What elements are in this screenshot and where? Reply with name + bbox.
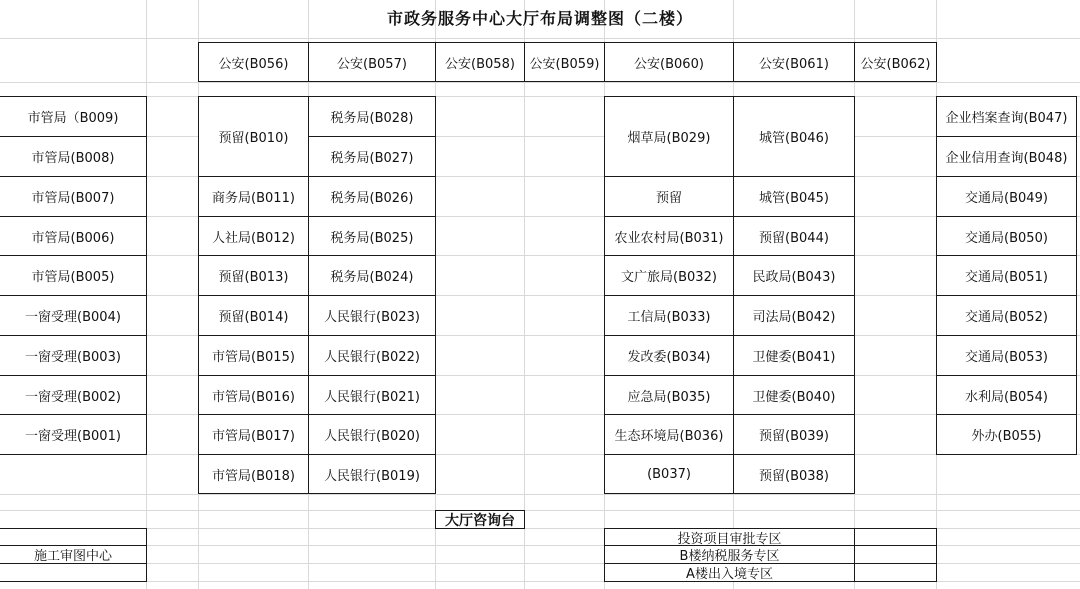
booth-b032[interactable]: 文广旅局(B032) — [604, 255, 734, 296]
booth-b019[interactable]: 人民银行(B019) — [308, 454, 436, 494]
bottom-left-blank-row-1 — [0, 528, 147, 546]
booth-b046[interactable]: 城管(B046) — [733, 96, 855, 177]
booth-b033[interactable]: 工信局(B033) — [604, 295, 734, 336]
booth-b038[interactable]: 预留(B038) — [733, 454, 855, 494]
booth-b039[interactable]: 预留(B039) — [733, 414, 855, 455]
page-title: 市政务服务中心大厅布局调整图（二楼） — [386, 9, 693, 28]
b-building-tax-service-zone-extra — [854, 545, 937, 564]
a-building-exit-entry-zone-extra — [854, 563, 937, 582]
gridline-horizontal — [0, 176, 1080, 177]
booth-b062[interactable]: 公安(B062) — [854, 42, 937, 82]
booth-b042[interactable]: 司法局(B042) — [733, 295, 855, 336]
gridline-horizontal — [0, 82, 1080, 83]
booth-b051[interactable]: 交通局(B051) — [936, 255, 1077, 296]
a-building-exit-entry-zone[interactable]: A楼出入境专区 — [604, 563, 855, 582]
booth-b016[interactable]: 市管局(B016) — [198, 375, 309, 415]
booth-b005[interactable]: 市管局(B005) — [0, 255, 147, 296]
gridline-horizontal — [0, 255, 1080, 256]
booth-b026[interactable]: 税务局(B026) — [308, 176, 436, 217]
booth-b012[interactable]: 人社局(B012) — [198, 216, 309, 256]
construction-drawing-review-center[interactable]: 施工审图中心 — [0, 545, 147, 564]
booth-b049[interactable]: 交通局(B049) — [936, 176, 1077, 217]
gridline-horizontal — [0, 335, 1080, 336]
booth-b023[interactable]: 人民银行(B023) — [308, 295, 436, 336]
booth-b044[interactable]: 预留(B044) — [733, 216, 855, 256]
booth-b056[interactable]: 公安(B056) — [198, 42, 309, 82]
gridline-horizontal — [0, 295, 1080, 296]
booth-b009[interactable]: 市管局（B009) — [0, 96, 147, 137]
booth-b050[interactable]: 交通局(B050) — [936, 216, 1077, 256]
booth-b021[interactable]: 人民银行(B021) — [308, 375, 436, 415]
booth-b004[interactable]: 一窗受理(B004) — [0, 295, 147, 336]
gridline-horizontal — [0, 494, 1080, 495]
booth-b047[interactable]: 企业档案查询(B047) — [936, 96, 1077, 137]
booth-b025[interactable]: 税务局(B025) — [308, 216, 436, 256]
investment-approval-zone-extra — [854, 528, 937, 546]
booth-b035[interactable]: 应急局(B035) — [604, 375, 734, 415]
gridline-horizontal — [0, 414, 1080, 415]
booth-b055[interactable]: 外办(B055) — [936, 414, 1077, 455]
booth-b029[interactable]: 烟草局(B029) — [604, 96, 734, 177]
gridline-horizontal — [0, 510, 1080, 511]
booth-b024[interactable]: 税务局(B024) — [308, 255, 436, 296]
booth-b060[interactable]: 公安(B060) — [604, 42, 734, 82]
booth-b006[interactable]: 市管局(B006) — [0, 216, 147, 256]
booth-b037[interactable]: (B037) — [604, 454, 734, 494]
booth-b036[interactable]: 生态环境局(B036) — [604, 414, 734, 455]
booth-b031[interactable]: 农业农村局(B031) — [604, 216, 734, 256]
booth-b011[interactable]: 商务局(B011) — [198, 176, 309, 217]
booth-b058[interactable]: 公安(B058) — [435, 42, 525, 82]
b-building-tax-service-zone[interactable]: B楼纳税服务专区 — [604, 545, 855, 564]
gridline-vertical — [524, 0, 525, 589]
booth-b053[interactable]: 交通局(B053) — [936, 335, 1077, 376]
booth-b022[interactable]: 人民银行(B022) — [308, 335, 436, 376]
gridline-horizontal — [0, 96, 1080, 97]
booth-b003[interactable]: 一窗受理(B003) — [0, 335, 147, 376]
booth-b014[interactable]: 预留(B014) — [198, 295, 309, 336]
booth-b052[interactable]: 交通局(B052) — [936, 295, 1077, 336]
gridline-horizontal — [0, 38, 1080, 39]
booth-b002[interactable]: 一窗受理(B002) — [0, 375, 147, 415]
booth-b034[interactable]: 发改委(B034) — [604, 335, 734, 376]
booth-b054[interactable]: 水利局(B054) — [936, 375, 1077, 415]
booth-b017[interactable]: 市管局(B017) — [198, 414, 309, 455]
investment-approval-zone[interactable]: 投资项目审批专区 — [604, 528, 855, 546]
booth-b015[interactable]: 市管局(B015) — [198, 335, 309, 376]
booth-b020[interactable]: 人民银行(B020) — [308, 414, 436, 455]
booth-b013[interactable]: 预留(B013) — [198, 255, 309, 296]
booth-b007[interactable]: 市管局(B007) — [0, 176, 147, 217]
booth-b018[interactable]: 市管局(B018) — [198, 454, 309, 494]
booth-b028[interactable]: 税务局(B028) — [308, 96, 436, 137]
booth-b048[interactable]: 企业信用查询(B048) — [936, 136, 1077, 177]
bottom-left-blank-row-3 — [0, 563, 147, 582]
booth-b057[interactable]: 公安(B057) — [308, 42, 436, 82]
booth-b043[interactable]: 民政局(B043) — [733, 255, 855, 296]
gridline-horizontal — [0, 136, 1080, 137]
booth-b008[interactable]: 市管局(B008) — [0, 136, 147, 177]
booth-b027[interactable]: 税务局(B027) — [308, 136, 436, 177]
booth-b059[interactable]: 公安(B059) — [524, 42, 605, 82]
booth-b010[interactable]: 预留(B010) — [198, 96, 309, 177]
booth-b040[interactable]: 卫健委(B040) — [733, 375, 855, 415]
gridline-horizontal — [0, 216, 1080, 217]
booth-b061[interactable]: 公安(B061) — [733, 42, 855, 82]
lobby-consultation-desk[interactable]: 大厅咨询台 — [435, 510, 525, 529]
gridline-horizontal — [0, 454, 1080, 455]
booth-b045[interactable]: 城管(B045) — [733, 176, 855, 217]
gridline-horizontal — [0, 375, 1080, 376]
booth-b001[interactable]: 一窗受理(B001) — [0, 414, 147, 455]
booth-reserved-center[interactable]: 预留 — [604, 176, 734, 217]
booth-b041[interactable]: 卫健委(B041) — [733, 335, 855, 376]
